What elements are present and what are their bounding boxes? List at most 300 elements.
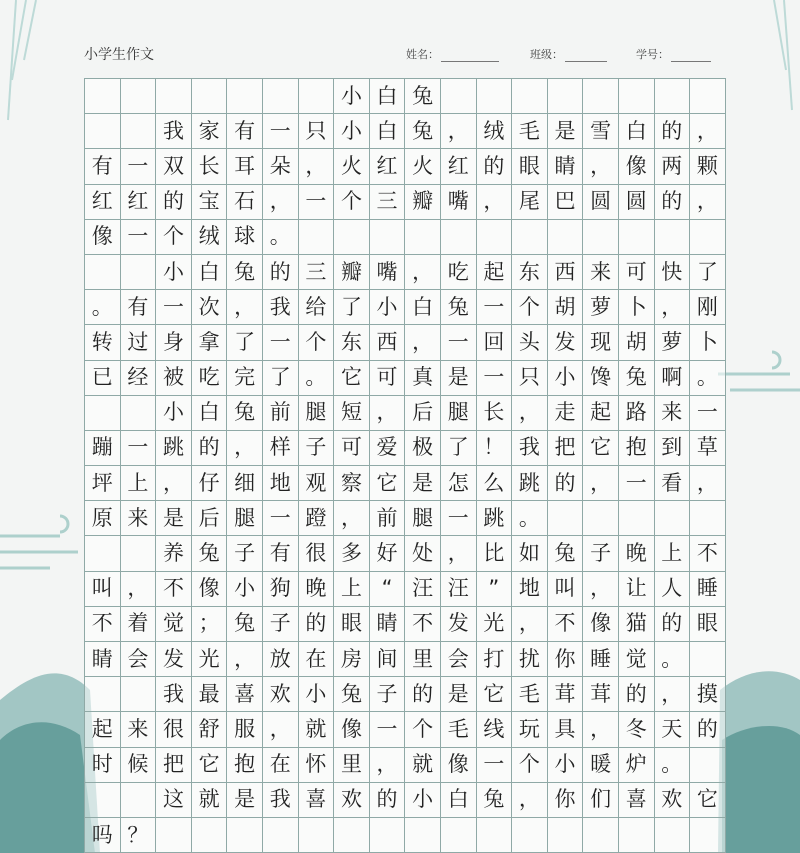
essay-char-cell: 白 xyxy=(192,255,228,290)
essay-char-cell: 尾 xyxy=(512,185,548,220)
essay-char-cell: 不 xyxy=(405,607,441,642)
essay-char-cell: 火 xyxy=(334,149,370,184)
essay-char-cell: 天 xyxy=(655,712,691,747)
essay-char-cell: 房 xyxy=(334,642,370,677)
essay-char-cell: 白 xyxy=(370,114,406,149)
essay-char-cell: 了 xyxy=(441,431,477,466)
essay-char-cell: 摸 xyxy=(690,677,726,712)
essay-char-cell: ， xyxy=(299,149,335,184)
essay-char-cell: 我 xyxy=(512,431,548,466)
essay-char-cell: 发 xyxy=(441,607,477,642)
essay-char-cell: 头 xyxy=(512,325,548,360)
empty-grid-cell xyxy=(512,220,548,255)
empty-grid-cell xyxy=(583,501,619,536)
essay-char-cell: 白 xyxy=(405,290,441,325)
essay-char-cell: 它 xyxy=(192,748,228,783)
essay-char-cell: 你 xyxy=(548,783,584,818)
essay-char-cell: 小 xyxy=(548,361,584,396)
essay-char-cell: 的 xyxy=(192,431,228,466)
empty-grid-cell xyxy=(370,818,406,853)
essay-char-cell: 放 xyxy=(263,642,299,677)
essay-char-cell: 兔 xyxy=(405,114,441,149)
essay-char-cell: 欢 xyxy=(655,783,691,818)
essay-char-cell: 就 xyxy=(405,748,441,783)
essay-char-cell: 会 xyxy=(121,642,157,677)
essay-char-cell: 西 xyxy=(370,325,406,360)
student-id-blank[interactable] xyxy=(671,49,711,62)
essay-char-cell: 极 xyxy=(405,431,441,466)
essay-char-cell: 萝 xyxy=(583,290,619,325)
essay-char-cell: 小 xyxy=(227,572,263,607)
essay-char-cell: 蹦 xyxy=(85,431,121,466)
essay-char-cell: 抱 xyxy=(227,748,263,783)
essay-char-cell: 两 xyxy=(655,149,691,184)
essay-char-cell: 一 xyxy=(121,220,157,255)
essay-char-cell: 朵 xyxy=(263,149,299,184)
essay-char-cell: 觉 xyxy=(156,607,192,642)
essay-char-cell: 是 xyxy=(156,501,192,536)
essay-char-cell: 的 xyxy=(690,712,726,747)
essay-char-cell: 兔 xyxy=(334,677,370,712)
essay-char-cell: 在 xyxy=(299,642,335,677)
essay-char-cell: ， xyxy=(583,572,619,607)
essay-char-cell: 东 xyxy=(512,255,548,290)
essay-char-cell: 不 xyxy=(85,607,121,642)
empty-grid-cell xyxy=(299,220,335,255)
class-label: 班级： xyxy=(530,48,563,61)
essay-char-cell: 有 xyxy=(227,114,263,149)
empty-grid-cell xyxy=(227,818,263,853)
essay-char-cell: 兔 xyxy=(477,783,513,818)
essay-char-cell: 我 xyxy=(263,290,299,325)
essay-char-cell: 可 xyxy=(619,255,655,290)
essay-char-cell: ， xyxy=(405,325,441,360)
essay-char-cell: 发 xyxy=(156,642,192,677)
essay-char-cell: 宝 xyxy=(192,185,228,220)
essay-char-cell: 前 xyxy=(263,396,299,431)
empty-grid-cell xyxy=(227,79,263,114)
empty-grid-cell xyxy=(85,536,121,571)
essay-char-cell: 小 xyxy=(334,114,370,149)
essay-char-cell: 绒 xyxy=(477,114,513,149)
essay-char-cell: 子 xyxy=(583,536,619,571)
essay-char-cell: 耳 xyxy=(227,149,263,184)
empty-grid-cell xyxy=(85,677,121,712)
essay-char-cell: 被 xyxy=(156,361,192,396)
essay-char-cell: 腿 xyxy=(405,501,441,536)
essay-char-cell: 刚 xyxy=(690,290,726,325)
essay-char-cell: 很 xyxy=(156,712,192,747)
essay-char-cell: 了 xyxy=(334,290,370,325)
essay-char-cell: 兔 xyxy=(192,536,228,571)
essay-char-cell: 茸 xyxy=(583,677,619,712)
essay-char-cell: 炉 xyxy=(619,748,655,783)
empty-grid-cell xyxy=(441,818,477,853)
essay-char-cell: 一 xyxy=(690,396,726,431)
essay-char-cell: 来 xyxy=(121,501,157,536)
essay-char-cell: 毛 xyxy=(441,712,477,747)
essay-char-cell: 个 xyxy=(299,325,335,360)
essay-char-cell: 像 xyxy=(583,607,619,642)
essay-char-cell: ” xyxy=(477,572,513,607)
empty-grid-cell xyxy=(334,818,370,853)
empty-grid-cell xyxy=(192,79,228,114)
essay-char-cell: 上 xyxy=(655,536,691,571)
essay-char-cell: 。 xyxy=(299,361,335,396)
essay-char-cell: 子 xyxy=(263,607,299,642)
empty-grid-cell xyxy=(583,79,619,114)
essay-char-cell: 胡 xyxy=(619,325,655,360)
empty-grid-cell xyxy=(121,536,157,571)
title-char-cell: 小 xyxy=(334,79,370,114)
essay-char-cell: 里 xyxy=(405,642,441,677)
title-char-cell: 白 xyxy=(370,79,406,114)
essay-char-cell: 人 xyxy=(655,572,691,607)
essay-char-cell: 会 xyxy=(441,642,477,677)
essay-char-cell: 眼 xyxy=(334,607,370,642)
essay-char-cell: 毛 xyxy=(512,677,548,712)
empty-grid-cell xyxy=(583,818,619,853)
empty-grid-cell xyxy=(121,396,157,431)
essay-char-cell: 的 xyxy=(156,185,192,220)
essay-char-cell: 一 xyxy=(441,325,477,360)
essay-char-cell: 长 xyxy=(192,149,228,184)
essay-char-cell: ， xyxy=(583,149,619,184)
empty-grid-cell xyxy=(477,220,513,255)
essay-char-cell: 卜 xyxy=(619,290,655,325)
essay-char-cell: 吗 xyxy=(85,818,121,853)
essay-char-cell: 怎 xyxy=(441,466,477,501)
empty-grid-cell xyxy=(655,79,691,114)
essay-char-cell: ， xyxy=(121,572,157,607)
essay-char-cell: 它 xyxy=(370,466,406,501)
essay-char-cell: 扰 xyxy=(512,642,548,677)
essay-char-cell: 最 xyxy=(192,677,228,712)
essay-char-cell: 短 xyxy=(334,396,370,431)
essay-char-cell: 是 xyxy=(405,466,441,501)
essay-char-cell: 怀 xyxy=(299,748,335,783)
essay-char-cell: 一 xyxy=(263,501,299,536)
essay-char-cell: ； xyxy=(192,607,228,642)
essay-char-cell: 来 xyxy=(583,255,619,290)
essay-char-cell: 了 xyxy=(263,361,299,396)
essay-char-cell: 小 xyxy=(299,677,335,712)
essay-char-cell: 白 xyxy=(619,114,655,149)
essay-char-cell: 一 xyxy=(477,290,513,325)
essay-char-cell: 家 xyxy=(192,114,228,149)
essay-char-cell: 蹬 xyxy=(299,501,335,536)
student-id-field xyxy=(636,46,711,62)
essay-char-cell: 一 xyxy=(619,466,655,501)
essay-char-cell: 一 xyxy=(156,290,192,325)
essay-char-cell: 次 xyxy=(192,290,228,325)
essay-char-cell: 球 xyxy=(227,220,263,255)
essay-char-cell: 坪 xyxy=(85,466,121,501)
essay-char-cell: 可 xyxy=(370,361,406,396)
essay-char-cell: ， xyxy=(263,185,299,220)
essay-char-cell: 吃 xyxy=(441,255,477,290)
essay-char-cell: 原 xyxy=(85,501,121,536)
essay-char-cell: 是 xyxy=(548,114,584,149)
essay-char-cell: 的 xyxy=(655,607,691,642)
essay-char-cell: 仔 xyxy=(192,466,228,501)
empty-grid-cell xyxy=(85,114,121,149)
essay-char-cell: 的 xyxy=(477,149,513,184)
essay-char-cell: ， xyxy=(334,501,370,536)
essay-char-cell: 狗 xyxy=(263,572,299,607)
essay-char-cell: 跳 xyxy=(512,466,548,501)
empty-grid-cell xyxy=(192,818,228,853)
empty-grid-cell xyxy=(121,114,157,149)
essay-char-cell: 里 xyxy=(334,748,370,783)
empty-grid-cell xyxy=(690,501,726,536)
essay-char-cell: ， xyxy=(512,396,548,431)
essay-char-cell: 是 xyxy=(227,783,263,818)
essay-char-cell: 叫 xyxy=(548,572,584,607)
empty-grid-cell xyxy=(619,501,655,536)
essay-char-cell: 把 xyxy=(548,431,584,466)
essay-char-cell: 白 xyxy=(192,396,228,431)
empty-grid-cell xyxy=(548,501,584,536)
essay-char-cell: ， xyxy=(690,466,726,501)
empty-grid-cell xyxy=(477,79,513,114)
essay-char-cell: 它 xyxy=(690,783,726,818)
essay-char-cell: 后 xyxy=(192,501,228,536)
essay-char-cell: 过 xyxy=(121,325,157,360)
essay-char-cell: 走 xyxy=(548,396,584,431)
essay-char-cell: 有 xyxy=(85,149,121,184)
essay-char-cell: 的 xyxy=(370,783,406,818)
essay-char-cell: 个 xyxy=(156,220,192,255)
essay-char-cell: 一 xyxy=(477,361,513,396)
empty-grid-cell xyxy=(583,220,619,255)
essay-char-cell: 打 xyxy=(477,642,513,677)
essay-char-cell: 在 xyxy=(263,748,299,783)
essay-char-cell: 来 xyxy=(655,396,691,431)
composition-grid xyxy=(84,78,726,853)
empty-grid-cell xyxy=(299,79,335,114)
essay-char-cell: 暖 xyxy=(583,748,619,783)
essay-char-cell: 来 xyxy=(121,712,157,747)
essay-char-cell: 细 xyxy=(227,466,263,501)
essay-char-cell: 个 xyxy=(405,712,441,747)
essay-char-cell: 子 xyxy=(370,677,406,712)
essay-char-cell: ， xyxy=(405,255,441,290)
empty-grid-cell xyxy=(441,220,477,255)
essay-char-cell: 具 xyxy=(548,712,584,747)
essay-char-cell: 睛 xyxy=(370,607,406,642)
essay-char-cell: 的 xyxy=(263,255,299,290)
essay-char-cell: 的 xyxy=(655,185,691,220)
essay-char-cell: 爱 xyxy=(370,431,406,466)
essay-char-cell: 火 xyxy=(405,149,441,184)
essay-char-cell: “ xyxy=(370,572,406,607)
essay-char-cell: 眼 xyxy=(690,607,726,642)
essay-char-cell: 三 xyxy=(299,255,335,290)
essay-char-cell: 好 xyxy=(370,536,406,571)
essay-char-cell: 。 xyxy=(512,501,548,536)
essay-char-cell: 个 xyxy=(512,748,548,783)
essay-char-cell: 比 xyxy=(477,536,513,571)
essay-char-cell: 的 xyxy=(299,607,335,642)
empty-grid-cell xyxy=(121,79,157,114)
essay-char-cell: 瓣 xyxy=(334,255,370,290)
essay-char-cell: 叫 xyxy=(85,572,121,607)
essay-char-cell: 它 xyxy=(583,431,619,466)
empty-grid-cell xyxy=(655,818,691,853)
essay-char-cell: 睛 xyxy=(548,149,584,184)
essay-char-cell: 馋 xyxy=(583,361,619,396)
essay-char-cell: 胡 xyxy=(548,290,584,325)
essay-char-cell: ， xyxy=(227,431,263,466)
essay-char-cell: 起 xyxy=(583,396,619,431)
essay-char-cell: 吃 xyxy=(192,361,228,396)
essay-char-cell: 毛 xyxy=(512,114,548,149)
essay-char-cell: 身 xyxy=(156,325,192,360)
essay-char-cell: 。 xyxy=(690,361,726,396)
essay-char-cell: 草 xyxy=(690,431,726,466)
essay-char-cell: 了 xyxy=(227,325,263,360)
empty-grid-cell xyxy=(405,818,441,853)
student-id-label: 学号： xyxy=(636,48,669,61)
essay-char-cell: 小 xyxy=(370,290,406,325)
essay-char-cell: 可 xyxy=(334,431,370,466)
empty-grid-cell xyxy=(655,501,691,536)
essay-char-cell: 晚 xyxy=(619,536,655,571)
essay-char-cell: ， xyxy=(477,185,513,220)
name-field xyxy=(406,46,499,62)
essay-char-cell: ， xyxy=(370,396,406,431)
essay-char-cell: 我 xyxy=(156,114,192,149)
essay-char-cell: 服 xyxy=(227,712,263,747)
essay-char-cell: 晚 xyxy=(299,572,335,607)
essay-char-cell: 上 xyxy=(334,572,370,607)
essay-char-cell: 嘴 xyxy=(370,255,406,290)
essay-char-cell: 汪 xyxy=(405,572,441,607)
essay-char-cell: 一 xyxy=(121,149,157,184)
essay-char-cell: 像 xyxy=(619,149,655,184)
essay-char-cell: ， xyxy=(227,290,263,325)
essay-char-cell: 喜 xyxy=(619,783,655,818)
essay-char-cell: 线 xyxy=(477,712,513,747)
essay-char-cell: 红 xyxy=(370,149,406,184)
essay-char-cell: 你 xyxy=(548,642,584,677)
essay-char-cell: 着 xyxy=(121,607,157,642)
essay-char-cell: 兔 xyxy=(441,290,477,325)
empty-grid-cell xyxy=(334,220,370,255)
empty-grid-cell xyxy=(690,79,726,114)
empty-grid-cell xyxy=(548,79,584,114)
essay-char-cell: 西 xyxy=(548,255,584,290)
name-label: 姓名： xyxy=(406,48,439,61)
essay-char-cell: 。 xyxy=(655,748,691,783)
empty-grid-cell xyxy=(441,79,477,114)
essay-char-cell: 像 xyxy=(85,220,121,255)
essay-char-cell: ， xyxy=(441,536,477,571)
essay-char-cell: ， xyxy=(156,466,192,501)
essay-char-cell: 不 xyxy=(548,607,584,642)
essay-char-cell: 察 xyxy=(334,466,370,501)
essay-char-cell: 玩 xyxy=(512,712,548,747)
essay-char-cell: ， xyxy=(441,114,477,149)
essay-char-cell: 完 xyxy=(227,361,263,396)
essay-char-cell: 拿 xyxy=(192,325,228,360)
essay-char-cell: 。 xyxy=(85,290,121,325)
essay-char-cell: 腿 xyxy=(441,396,477,431)
essay-char-cell: 光 xyxy=(192,642,228,677)
empty-grid-cell xyxy=(156,818,192,853)
essay-char-cell: 小 xyxy=(156,255,192,290)
essay-char-cell: ， xyxy=(227,642,263,677)
essay-char-cell: 抱 xyxy=(619,431,655,466)
essay-char-cell: 一 xyxy=(477,748,513,783)
essay-char-cell: 。 xyxy=(263,220,299,255)
essay-char-cell: 东 xyxy=(334,325,370,360)
essay-char-cell: 一 xyxy=(263,325,299,360)
essay-char-cell: 嘴 xyxy=(441,185,477,220)
empty-grid-cell xyxy=(85,396,121,431)
essay-char-cell: 像 xyxy=(441,748,477,783)
essay-char-cell: 啊 xyxy=(655,361,691,396)
empty-grid-cell xyxy=(690,818,726,853)
essay-char-cell: 萝 xyxy=(655,325,691,360)
essay-char-cell: 就 xyxy=(299,712,335,747)
essay-char-cell: 圆 xyxy=(583,185,619,220)
essay-char-cell: 汪 xyxy=(441,572,477,607)
essay-char-cell: 的 xyxy=(619,677,655,712)
essay-char-cell: 养 xyxy=(156,536,192,571)
empty-grid-cell xyxy=(690,642,726,677)
essay-char-cell: 经 xyxy=(121,361,157,396)
essay-char-cell: 后 xyxy=(405,396,441,431)
essay-char-cell: 。 xyxy=(655,642,691,677)
essay-char-cell: ， xyxy=(512,783,548,818)
name-blank[interactable] xyxy=(441,49,499,62)
essay-char-cell: 茸 xyxy=(548,677,584,712)
essay-char-cell: 欢 xyxy=(334,783,370,818)
empty-grid-cell xyxy=(370,220,406,255)
empty-grid-cell xyxy=(619,220,655,255)
essay-char-cell: 不 xyxy=(690,536,726,571)
essay-char-cell: 圆 xyxy=(619,185,655,220)
essay-char-cell: 到 xyxy=(655,431,691,466)
empty-grid-cell xyxy=(690,220,726,255)
essay-char-cell: 一 xyxy=(441,501,477,536)
worksheet-header xyxy=(84,44,724,66)
essay-char-cell: ， xyxy=(655,290,691,325)
essay-char-cell: 地 xyxy=(512,572,548,607)
class-blank[interactable] xyxy=(565,49,607,62)
essay-char-cell: 兔 xyxy=(227,607,263,642)
essay-char-cell: ， xyxy=(583,466,619,501)
essay-char-cell: 是 xyxy=(441,361,477,396)
essay-char-cell: 腿 xyxy=(299,396,335,431)
essay-char-cell: 上 xyxy=(121,466,157,501)
essay-char-cell: 把 xyxy=(156,748,192,783)
empty-grid-cell xyxy=(85,79,121,114)
essay-char-cell: ， xyxy=(690,185,726,220)
empty-grid-cell xyxy=(548,818,584,853)
essay-char-cell: 三 xyxy=(370,185,406,220)
empty-grid-cell xyxy=(85,255,121,290)
essay-char-cell: 觉 xyxy=(619,642,655,677)
essay-char-cell: 只 xyxy=(512,361,548,396)
essay-char-cell: 处 xyxy=(405,536,441,571)
empty-grid-cell xyxy=(121,255,157,290)
essay-char-cell: 舒 xyxy=(192,712,228,747)
essay-char-cell: ， xyxy=(655,677,691,712)
essay-char-cell: ！ xyxy=(477,431,513,466)
